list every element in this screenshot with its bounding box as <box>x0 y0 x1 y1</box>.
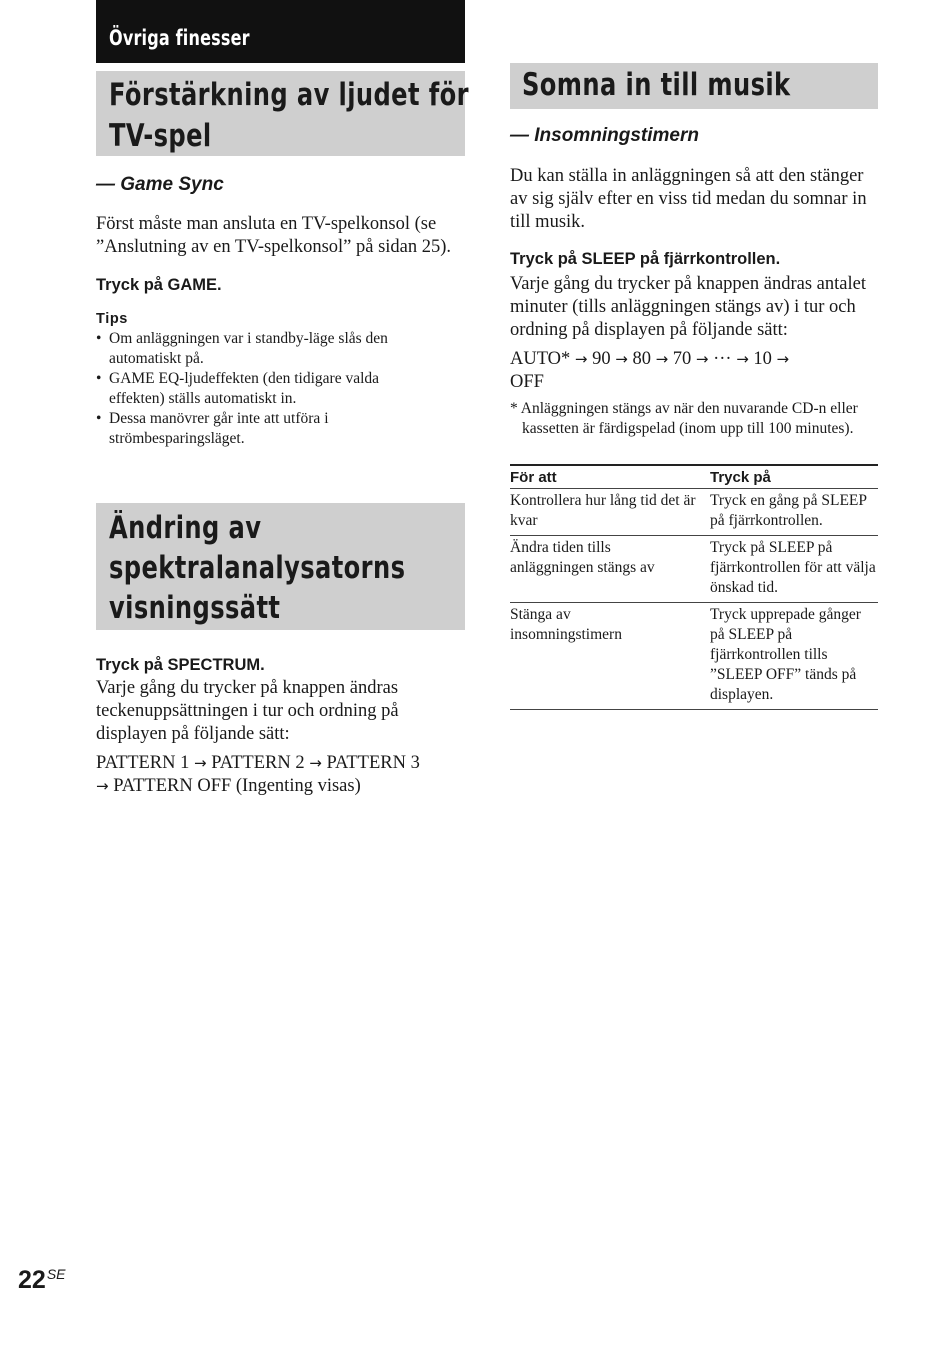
page-number-suffix: SE <box>46 1266 66 1282</box>
sequence-item: ··· <box>713 349 732 369</box>
game-sync-subtitle: — Game Sync <box>96 174 224 195</box>
sleep-desc: Varje gång du trycker på knappen ändras antalet minuter (tills anläggningen stängs av) i tur och ordning på displayen på följande sätt: <box>510 274 866 340</box>
sequence-item: OFF <box>510 372 544 392</box>
table-cell: Tryck en gång på SLEEP på fjärrkontrollen. <box>710 489 878 536</box>
sequence-item: PATTERN 1 <box>96 753 190 773</box>
sequence-item: 10 <box>753 349 772 369</box>
right-column <box>510 0 878 710</box>
table-cell: Ändra tiden tills anläggningen stängs av <box>510 536 710 603</box>
game-step: Tryck på GAME. <box>96 276 222 294</box>
arrow-right-icon: → <box>96 777 109 795</box>
arrow-right-icon: → <box>309 754 322 772</box>
sleep-intro: Du kan ställa in anläggningen så att den stänger av sig själv efter en viss tid medan du somnar in till musik. <box>510 166 867 232</box>
arrow-right-icon: → <box>655 350 669 368</box>
game-sync-title <box>96 71 469 156</box>
arrow-right-icon: → <box>736 350 749 368</box>
section-tab-label: Övriga finesser <box>109 26 250 50</box>
game-title-line1: Förstärkning av ljudet för <box>109 77 469 113</box>
table-header-cell: För att <box>510 465 710 489</box>
table-cell: Tryck upprepade gånger på SLEEP på fjärrkontrollen tills ”SLEEP OFF” tänds på displayen. <box>710 603 878 710</box>
sequence-item: PATTERN 3 <box>326 753 420 773</box>
arrow-right-icon: → <box>194 754 207 772</box>
sequence-item: PATTERN OFF (Ingenting visas) <box>113 776 361 796</box>
game-title-line2: TV-spel <box>109 118 212 154</box>
sleep-title <box>510 63 878 109</box>
arrow-right-icon: → <box>776 350 790 368</box>
spectrum-title <box>96 503 465 630</box>
page-number <box>18 1266 66 1295</box>
spectrum-desc: Varje gång du trycker på knappen ändras teckenuppsättningen i tur och ordning på displayen på följande sätt: <box>96 678 399 744</box>
arrow-right-icon: → <box>615 350 628 368</box>
table-header-cell: Tryck på <box>710 465 878 489</box>
sequence-item: AUTO* <box>510 349 571 369</box>
sequence-item: 90 <box>592 349 611 369</box>
arrow-right-icon: → <box>574 350 588 368</box>
left-column <box>96 0 469 796</box>
sequence-item: 70 <box>672 349 692 369</box>
sleep-sequence <box>510 348 878 394</box>
tip-item: • GAME EQ-ljudeffekten (den tidigare valda effekten) ställs automatiskt in. <box>96 369 436 408</box>
table-row <box>510 489 878 536</box>
table-cell: Tryck på SLEEP på fjärrkontrollen för att välja önskad tid. <box>710 536 878 603</box>
page-number-value: 22 <box>18 1266 46 1294</box>
table-row <box>510 603 878 710</box>
spectrum-step: Tryck på SPECTRUM. <box>96 656 265 674</box>
sequence-item: PATTERN 2 <box>211 753 305 773</box>
sleep-step: Tryck på SLEEP på fjärrkontrollen. <box>510 250 781 268</box>
sleep-subtitle: — Insomningstimern <box>510 125 699 146</box>
table-row <box>510 536 878 603</box>
spectrum-title-line3: visningssätt <box>109 590 281 626</box>
section-tab <box>96 0 465 63</box>
spectrum-title-line1: Ändring av <box>109 510 262 546</box>
table-cell: Kontrollera hur lång tid det är kvar <box>510 489 710 536</box>
sleep-operations-table <box>510 464 878 710</box>
sequence-item: 80 <box>632 349 651 369</box>
spectrum-title-line2: spektralanalysatorns <box>109 550 406 586</box>
arrow-right-icon: → <box>695 350 709 368</box>
tips-list <box>96 329 436 448</box>
tip-item: • Dessa manövrer går inte att utföra i strömbesparingsläget. <box>96 409 436 448</box>
game-intro: Först måste man ansluta en TV-spelkonsol (se ”Anslutning av en TV-spelkonsol” på sidan 25). <box>96 214 452 257</box>
sleep-title-text: Somna in till musik <box>522 67 791 103</box>
tip-item: • Om anläggningen var i standby-läge slås den automatiskt på. <box>96 329 436 368</box>
spectrum-sequence <box>96 752 465 798</box>
table-header-row <box>510 465 878 489</box>
table-cell: Stänga av insomningstimern <box>510 603 710 710</box>
tips-label: Tips <box>96 311 128 327</box>
sleep-footnote: * Anläggningen stängs av när den nuvarande CD-n eller kassetten är färdigspelad (inom upp till 100 minutes). <box>510 400 858 437</box>
